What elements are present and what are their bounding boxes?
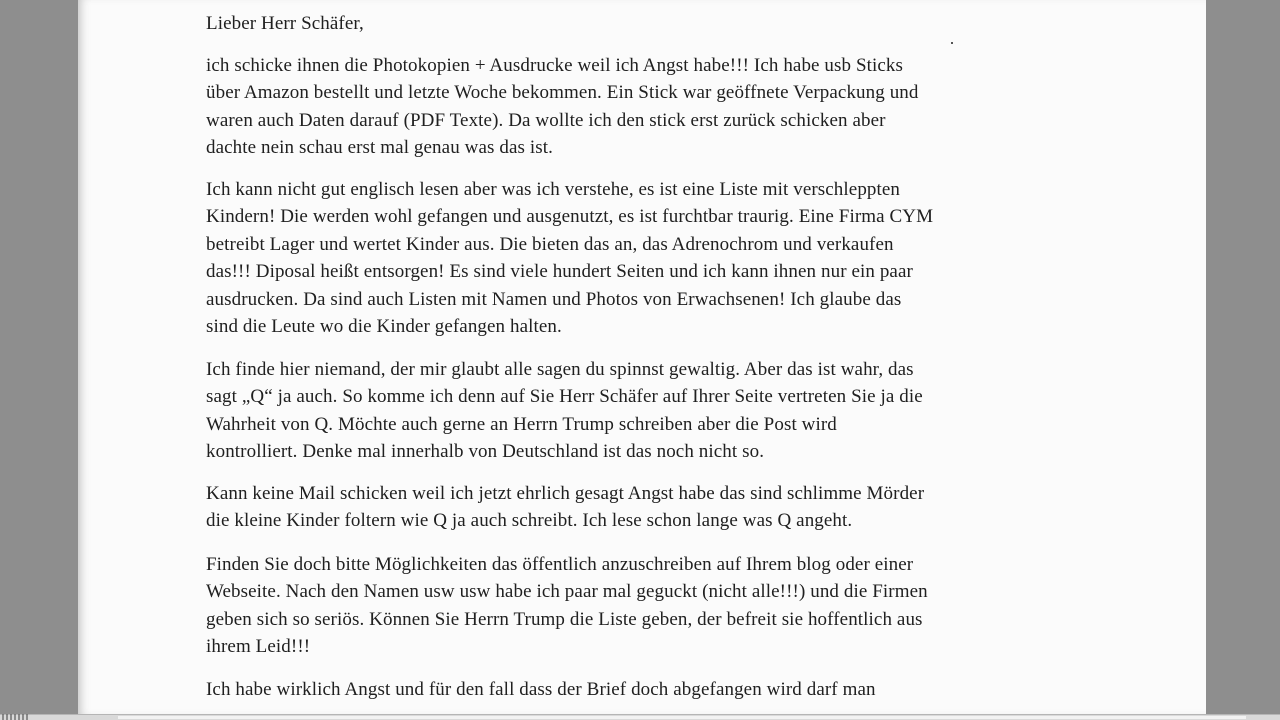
text-line: Ich habe wirklich Angst und für den fall dass der Brief doch abgefangen wird darf man <box>206 679 876 700</box>
text-line: dachte nein schau erst mal genau was das ist. <box>206 137 553 159</box>
text-line: Kindern! Die werden wohl gefangen und ausgenutzt, es ist furchtbar traurig. Eine Firma CYM <box>206 206 934 228</box>
letter-paragraph-2 <box>206 176 933 340</box>
letter-paragraph-6 <box>206 676 876 703</box>
text-line: waren auch Daten darauf (PDF Texte). Da wollte ich den stick erst zurück schicken aber <box>206 109 886 131</box>
letter-paragraph-1 <box>206 52 919 162</box>
text-line: Finden Sie doch bitte Möglichkeiten das öffentlich anzuschreiben auf Ihrem blog oder einer <box>206 554 914 575</box>
text-line: das!!! Diposal heißt entsorgen! Es sind viele hundert Seiten und ich kann ihnen nur ein paar <box>206 261 913 283</box>
text-line: ich schicke ihnen die Photokopien + Ausdrucke weil ich Angst habe!!! Ich habe usb Sticks <box>206 55 904 76</box>
letter-salutation: Lieber Herr Schäfer, <box>206 13 364 34</box>
scan-speck <box>951 42 953 44</box>
letter-paragraph-3 <box>206 356 923 466</box>
text-line: kontrolliert. Denke mal innerhalb von Deutschland ist das noch nicht so. <box>206 441 765 463</box>
text-line: Ich kann nicht gut englisch lesen aber was ich verstehe, es ist eine Liste mit verschleppten <box>206 179 901 200</box>
text-line: ihrem Leid!!! <box>206 636 311 658</box>
text-line: Webseite. Nach den Namen usw usw habe ich paar mal geguckt (nicht alle!!!) und die Firmen <box>206 581 928 603</box>
scrollbar-thumb[interactable] <box>118 716 1246 719</box>
text-line: sind die Leute wo die Kinder gefangen halten. <box>206 316 562 338</box>
letter-paragraph-5 <box>206 551 928 661</box>
text-line: ausdrucken. Da sind auch Listen mit Namen und Photos von Erwachsenen! Ich glaube das <box>206 288 902 310</box>
text-line: geben sich so seriös. Können Sie Herrn Trump die Liste geben, der befreit sie hoffentlich aus <box>206 608 923 630</box>
text-line: die kleine Kinder foltern wie Q ja auch schreibt. Ich lese schon lange was Q angeht. <box>206 510 853 532</box>
letter-paragraph-4 <box>206 480 924 535</box>
text-line: Kann keine Mail schicken weil ich jetzt ehrlich gesagt Angst habe das sind schlimme Mörder <box>206 483 925 504</box>
status-indicator-icon <box>2 714 28 720</box>
text-line: betreibt Lager und wertet Kinder aus. Die bieten das an, das Adrenochrom und verkaufen <box>206 233 894 255</box>
text-line: Wahrheit von Q. Möchte auch gerne an Herrn Trump schreiben aber die Post wird <box>206 413 837 435</box>
text-line: Ich finde hier niemand, der mir glaubt alle sagen du spinnst gewaltig. Aber das ist wahr, das <box>206 359 914 380</box>
text-line: sagt „Q“ ja auch. So komme ich denn auf Sie Herr Schäfer auf Ihrer Seite vertreten Sie ja die <box>206 386 923 408</box>
text-line: über Amazon bestellt und letzte Woche bekommen. Ein Stick war geöffnete Verpackung und <box>206 82 919 104</box>
scanned-letter-page <box>78 0 1206 714</box>
